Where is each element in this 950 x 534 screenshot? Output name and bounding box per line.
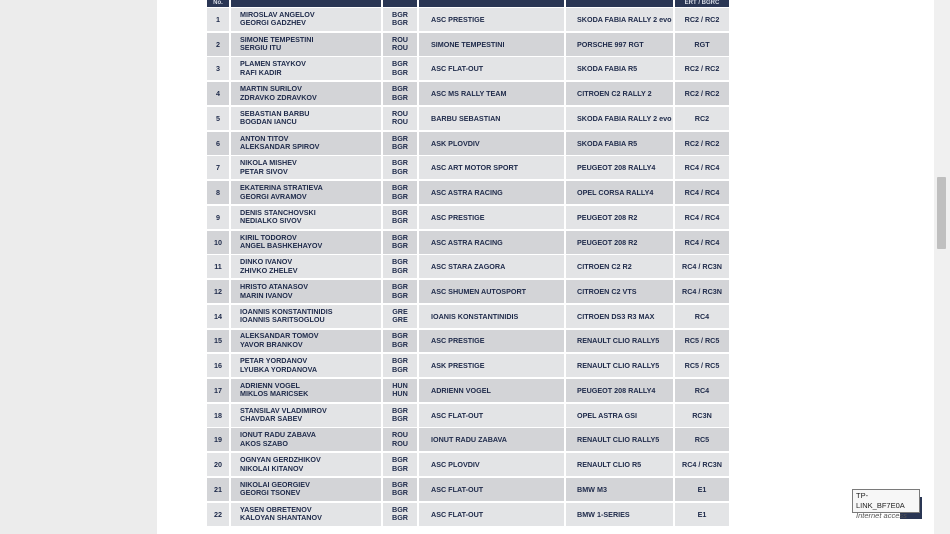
table-row	[207, 255, 731, 278]
cell-entrant: ASC FLAT-OUT	[419, 478, 564, 501]
codriver-name: CHAVDAR SABEV	[240, 414, 303, 424]
cell-crew	[231, 57, 381, 80]
cell-crew	[231, 354, 381, 377]
cell-no: 1	[207, 8, 229, 31]
cell-nationality: BGR BGR	[383, 57, 417, 80]
cell-entrant: ASC FLAT-OUT	[419, 404, 564, 427]
cell-crew	[231, 478, 381, 501]
cell-no: 6	[207, 132, 229, 155]
cell-class: RC2 / RC2	[675, 57, 729, 80]
cell-nationality: BGR BGR	[383, 404, 417, 427]
cell-entrant: ASC PRESTIGE	[419, 206, 564, 229]
cell-nationality: BGR BGR	[383, 206, 417, 229]
codriver-name: MIKLOS MARICSEK	[240, 389, 309, 399]
table-row	[207, 379, 731, 402]
cell-entrant: ASC FLAT-OUT	[419, 57, 564, 80]
driver-name: STANSILAV VLADIMIROV	[240, 405, 327, 415]
cell-crew	[231, 379, 381, 402]
cell-car: PEUGEOT 208 R2	[566, 231, 673, 254]
cell-crew	[231, 280, 381, 303]
driver-name: OGNYAN GERDZHIKOV	[240, 455, 321, 465]
cell-entrant: ASC ART MOTOR SPORT	[419, 156, 564, 179]
driver-name: SEBASTIAN BARBU	[240, 108, 310, 118]
driver-name: MARTIN SURILOV	[240, 84, 302, 94]
table-row	[207, 156, 731, 179]
network-status: Internet access	[856, 511, 907, 520]
driver-name: IONUT RADU ZABAVA	[240, 430, 316, 440]
cell-car: RENAULT CLIO RALLY5	[566, 354, 673, 377]
cell-entrant: ASC PRESTIGE	[419, 330, 564, 353]
cell-no: 17	[207, 379, 229, 402]
cell-class: RC2 / RC2	[675, 8, 729, 31]
cell-class: RC4 / RC4	[675, 181, 729, 204]
table-row	[207, 503, 731, 526]
cell-nationality: BGR BGR	[383, 453, 417, 476]
table-row	[207, 305, 731, 328]
codriver-name: BOGDAN IANCU	[240, 117, 297, 127]
header-car	[566, 0, 673, 7]
cell-entrant: ASC ASTRA RACING	[419, 181, 564, 204]
header-class: ERT / BGRC	[675, 0, 729, 7]
table-row	[207, 206, 731, 229]
cell-car: RENAULT CLIO RALLY5	[566, 330, 673, 353]
cell-crew	[231, 82, 381, 105]
cell-nationality: BGR BGR	[383, 503, 417, 526]
driver-name: PLAMEN STAYKOV	[240, 59, 306, 69]
cell-car: BMW 1-SERIES	[566, 503, 673, 526]
driver-name: ANTON TITOV	[240, 133, 289, 143]
table-row	[207, 231, 731, 254]
codriver-name: PETAR SIVOV	[240, 166, 288, 176]
codriver-name: GEORGI GADZHEV	[240, 18, 306, 28]
cell-crew	[231, 33, 381, 56]
table-row	[207, 453, 731, 476]
codriver-name: NEDIALKO SIVOV	[240, 216, 302, 226]
cell-entrant: BARBU SEBASTIAN	[419, 107, 564, 130]
driver-name: NIKOLA MISHEV	[240, 158, 297, 168]
vertical-scrollbar[interactable]	[934, 0, 950, 534]
cell-car: PEUGEOT 208 R2	[566, 206, 673, 229]
cell-crew	[231, 255, 381, 278]
cell-entrant: ASC MS RALLY TEAM	[419, 82, 564, 105]
codriver-name: MARIN IVANOV	[240, 290, 293, 300]
codriver-name: KALOYAN SHANTANOV	[240, 513, 322, 523]
cell-class: RC5 / RC5	[675, 330, 729, 353]
codriver-name: ZHIVKO ZHELEV	[240, 265, 298, 275]
codriver-name: GEORGI AVRAMOV	[240, 191, 307, 201]
cell-class: RC4 / RC4	[675, 231, 729, 254]
cell-no: 10	[207, 231, 229, 254]
cell-nationality: ROU ROU	[383, 107, 417, 130]
codriver-name: YAVOR BRANKOV	[240, 339, 303, 349]
cell-no: 2	[207, 33, 229, 56]
cell-class: RC4 / RC4	[675, 156, 729, 179]
cell-car: CITROEN C2 VTS	[566, 280, 673, 303]
cell-class: RC4	[675, 305, 729, 328]
codriver-name: SERGIU ITU	[240, 43, 282, 53]
driver-name: ALEKSANDAR TOMOV	[240, 331, 319, 341]
table-row	[207, 82, 731, 105]
cell-entrant: ASK PLOVDIV	[419, 132, 564, 155]
cell-class: RC5 / RC5	[675, 354, 729, 377]
driver-name: KIRIL TODOROV	[240, 232, 297, 242]
cell-car: RENAULT CLIO RALLY5	[566, 428, 673, 451]
cell-crew	[231, 453, 381, 476]
driver-name: ADRIENN VOGEL	[240, 380, 300, 390]
header-crew	[231, 0, 381, 7]
cell-class: RC4 / RC3N	[675, 255, 729, 278]
cell-entrant: ASC PRESTIGE	[419, 8, 564, 31]
cell-crew	[231, 156, 381, 179]
cell-crew	[231, 330, 381, 353]
cell-class: RGT	[675, 33, 729, 56]
cell-nationality: GRE GRE	[383, 305, 417, 328]
cell-class: RC4 / RC3N	[675, 453, 729, 476]
codriver-name: GEORGI TSONEV	[240, 488, 301, 498]
cell-no: 16	[207, 354, 229, 377]
driver-name: HRISTO ATANASOV	[240, 282, 309, 292]
cell-nationality: BGR BGR	[383, 255, 417, 278]
cell-nationality: BGR BGR	[383, 354, 417, 377]
cell-entrant: SIMONE TEMPESTINI	[419, 33, 564, 56]
table-row	[207, 132, 731, 155]
cell-class: RC5	[675, 428, 729, 451]
table-row	[207, 107, 731, 130]
table-row	[207, 428, 731, 451]
table-row	[207, 404, 731, 427]
cell-car: PORSCHE 997 RGT	[566, 33, 673, 56]
network-ssid: TP-LINK_BF7E0A	[856, 491, 905, 510]
cell-car: SKODA FABIA R5	[566, 132, 673, 155]
table-body	[207, 8, 731, 526]
cell-no: 3	[207, 57, 229, 80]
cell-car: BMW M3	[566, 478, 673, 501]
cell-crew	[231, 132, 381, 155]
cell-no: 14	[207, 305, 229, 328]
cell-crew	[231, 231, 381, 254]
driver-name: EKATERINA STRATIEVA	[240, 183, 323, 193]
cell-class: RC2 / RC2	[675, 132, 729, 155]
cell-entrant: ASC PLOVDIV	[419, 453, 564, 476]
table-row	[207, 57, 731, 80]
cell-nationality: HUN HUN	[383, 379, 417, 402]
cell-nationality: BGR BGR	[383, 8, 417, 31]
cell-crew	[231, 305, 381, 328]
cell-entrant: ASC FLAT-OUT	[419, 503, 564, 526]
codriver-name: IOANNIS SARITSOGLOU	[240, 315, 325, 325]
driver-name: NIKOLAI GEORGIEV	[240, 479, 310, 489]
cell-crew	[231, 428, 381, 451]
cell-no: 21	[207, 478, 229, 501]
cell-crew	[231, 404, 381, 427]
cell-car: OPEL CORSA RALLY4	[566, 181, 673, 204]
cell-nationality: BGR BGR	[383, 330, 417, 353]
cell-nationality: BGR BGR	[383, 132, 417, 155]
table-row	[207, 478, 731, 501]
cell-entrant: IOANIS KONSTANTINIDIS	[419, 305, 564, 328]
cell-class: E1	[675, 503, 729, 526]
driver-name: IOANNIS KONSTANTINIDIS	[240, 306, 333, 316]
codriver-name: AKOS SZABO	[240, 438, 288, 448]
cell-no: 20	[207, 453, 229, 476]
cell-car: OPEL ASTRA GSI	[566, 404, 673, 427]
driver-name: SIMONE TEMPESTINI	[240, 34, 314, 44]
cell-class: RC2	[675, 107, 729, 130]
cell-crew	[231, 503, 381, 526]
cell-crew	[231, 206, 381, 229]
table-row	[207, 181, 731, 204]
driver-name: DENIS STANCHOVSKI	[240, 207, 316, 217]
cell-car: RENAULT CLIO R5	[566, 453, 673, 476]
cell-nationality: BGR BGR	[383, 231, 417, 254]
table-row	[207, 354, 731, 377]
table-row	[207, 8, 731, 31]
cell-no: 9	[207, 206, 229, 229]
cell-no: 12	[207, 280, 229, 303]
cell-nationality: BGR BGR	[383, 280, 417, 303]
driver-name: PETAR YORDANOV	[240, 356, 308, 366]
cell-class: RC4	[675, 379, 729, 402]
codriver-name: NIKOLAI KITANOV	[240, 463, 304, 473]
cell-entrant: ASC SHUMEN AUTOSPORT	[419, 280, 564, 303]
cell-car: PEUGEOT 208 RALLY4	[566, 156, 673, 179]
cell-crew	[231, 8, 381, 31]
cell-no: 8	[207, 181, 229, 204]
cell-nationality: BGR BGR	[383, 478, 417, 501]
table-row	[207, 280, 731, 303]
scrollbar-thumb[interactable]	[937, 177, 946, 249]
codriver-name: LYUBKA YORDANOVA	[240, 364, 318, 374]
cell-entrant: ADRIENN VOGEL	[419, 379, 564, 402]
codriver-name: ANGEL BASHKEHAYOV	[240, 241, 323, 251]
cell-car: SKODA FABIA RALLY 2 evo	[566, 107, 673, 130]
driver-name: MIROSLAV ANGELOV	[240, 9, 315, 19]
cell-crew	[231, 181, 381, 204]
cell-no: 15	[207, 330, 229, 353]
cell-car: CITROEN DS3 R3 MAX	[566, 305, 673, 328]
cell-nationality: ROU ROU	[383, 428, 417, 451]
cell-nationality: BGR BGR	[383, 156, 417, 179]
cell-no: 22	[207, 503, 229, 526]
codriver-name: RAFI KADIR	[240, 67, 282, 77]
driver-name: YASEN OBRETENOV	[240, 504, 312, 514]
cell-entrant: ASC ASTRA RACING	[419, 231, 564, 254]
cell-class: E1	[675, 478, 729, 501]
document-page	[157, 0, 935, 534]
cell-car: PEUGEOT 208 RALLY4	[566, 379, 673, 402]
network-tooltip	[852, 489, 920, 520]
cell-car: SKODA FABIA RALLY 2 evo	[566, 8, 673, 31]
cell-no: 18	[207, 404, 229, 427]
cell-no: 4	[207, 82, 229, 105]
cell-nationality: BGR BGR	[383, 82, 417, 105]
driver-name: DINKO IVANOV	[240, 257, 293, 267]
cell-car: CITROEN C2 RALLY 2	[566, 82, 673, 105]
cell-crew	[231, 107, 381, 130]
cell-no: 19	[207, 428, 229, 451]
table-header	[207, 0, 731, 7]
cell-nationality: ROU ROU	[383, 33, 417, 56]
cell-class: RC4 / RC4	[675, 206, 729, 229]
codriver-name: ZDRAVKO ZDRAVKOV	[240, 92, 317, 102]
cell-no: 5	[207, 107, 229, 130]
entry-list-table	[207, 0, 731, 527]
cell-no: 11	[207, 255, 229, 278]
cell-class: RC2 / RC2	[675, 82, 729, 105]
cell-class: RC3N	[675, 404, 729, 427]
cell-entrant: ASC STARA ZAGORA	[419, 255, 564, 278]
cell-class: RC4 / RC3N	[675, 280, 729, 303]
cell-entrant: IONUT RADU ZABAVA	[419, 428, 564, 451]
header-entrant	[419, 0, 564, 7]
cell-car: CITROEN C2 R2	[566, 255, 673, 278]
table-row	[207, 33, 731, 56]
table-row	[207, 330, 731, 353]
cell-nationality: BGR BGR	[383, 181, 417, 204]
cell-no: 7	[207, 156, 229, 179]
header-nat	[383, 0, 417, 7]
header-no: No.	[207, 0, 229, 7]
cell-car: SKODA FABIA R5	[566, 57, 673, 80]
cell-entrant: ASK PRESTIGE	[419, 354, 564, 377]
codriver-name: ALEKSANDAR SPIROV	[240, 142, 320, 152]
